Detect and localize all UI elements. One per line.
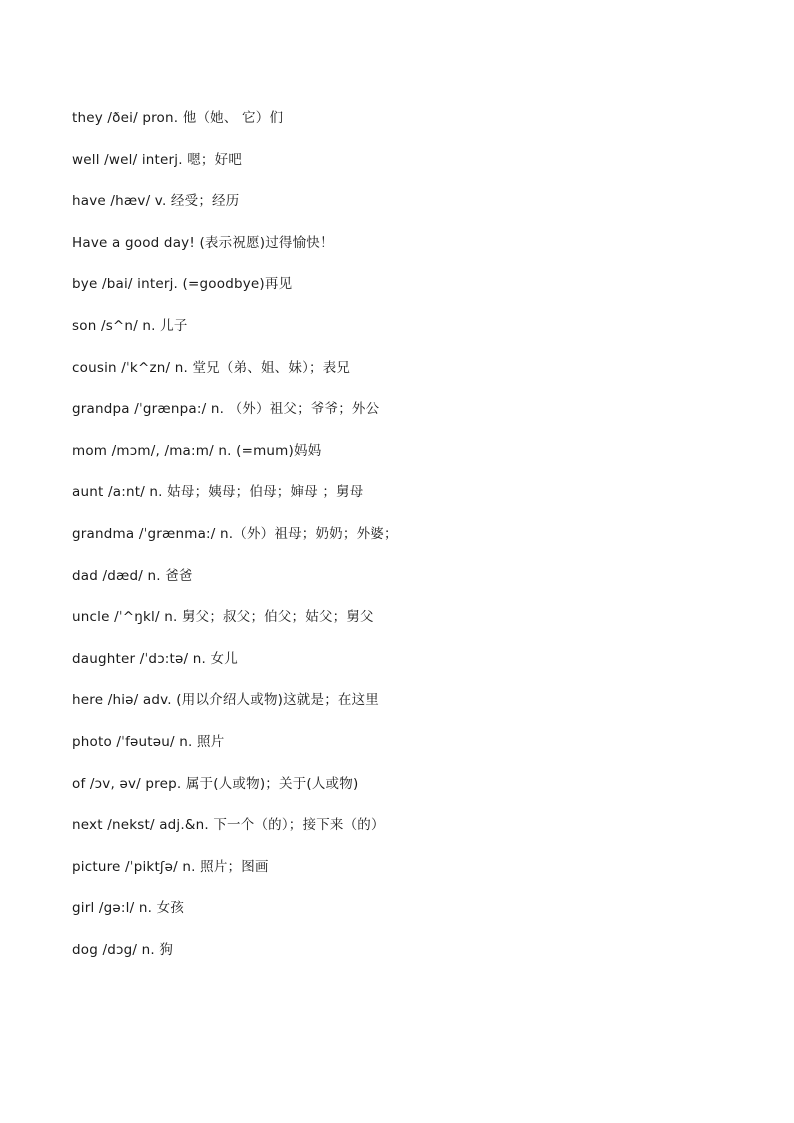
vocab-entry-picture: picture /ˈpiktʃə/ n. 照片；图画 bbox=[72, 858, 269, 875]
vocab-entry-photo: photo /ˈfəutəu/ n. 照片 bbox=[72, 733, 225, 750]
vocab-entry-girl: girl /gə:l/ n. 女孩 bbox=[72, 900, 185, 917]
vocab-entry-cousin: cousin /ˈk^zn/ n. 堂兄（弟、姐、妹）；表兄 bbox=[72, 359, 351, 376]
vocab-entry-grandpa: grandpa /ˈgrænpa:/ n. （外）祖父；爷爷；外公 bbox=[72, 401, 380, 418]
vocab-entry-dog: dog /dɔg/ n. 狗 bbox=[72, 941, 174, 958]
vocab-entry-daughter: daughter /ˈdɔ:tə/ n. 女儿 bbox=[72, 650, 238, 667]
vocab-entry-have-a-good-day: Have a good day! (表示祝愿)过得愉快！ bbox=[72, 234, 334, 251]
vocab-entry-of: of /ɔv, əv/ prep. 属于(人或物)；关于(人或物) bbox=[72, 775, 359, 792]
vocabulary-list bbox=[72, 108, 752, 981]
vocab-entry-bye: bye /bai/ interj. (=goodbye)再见 bbox=[72, 276, 293, 293]
vocab-entry-have: have /hæv/ v. 经受；经历 bbox=[72, 193, 240, 210]
vocab-entry-mom: mom /mɔm/, /ma:m/ n. (=mum)妈妈 bbox=[72, 442, 322, 459]
vocab-entry-grandma: grandma /ˈgrænma:/ n.（外）祖母；奶奶；外婆； bbox=[72, 525, 398, 542]
vocab-entry-son: son /s^n/ n. 儿子 bbox=[72, 317, 188, 334]
vocab-entry-next: next /nekst/ adj.&n. 下一个（的）；接下来（的） bbox=[72, 817, 385, 834]
vocab-entry-they: they /ðei/ pron. 他（她、 它）们 bbox=[72, 110, 284, 126]
vocab-entry-well: well /wel/ interj. 嗯；好吧 bbox=[72, 151, 243, 168]
vocab-entry-aunt: aunt /a:nt/ n. 姑母；姨母；伯母；婶母 ；舅母 bbox=[72, 484, 364, 501]
vocab-entry-uncle: uncle /ˈ^ŋkl/ n. 舅父；叔父；伯父；姑父；舅父 bbox=[72, 609, 374, 626]
vocab-entry-dad: dad /dæd/ n. 爸爸 bbox=[72, 567, 193, 584]
vocab-entry-here: here /hiə/ adv. (用以介绍人或物)这就是；在这里 bbox=[72, 692, 380, 709]
